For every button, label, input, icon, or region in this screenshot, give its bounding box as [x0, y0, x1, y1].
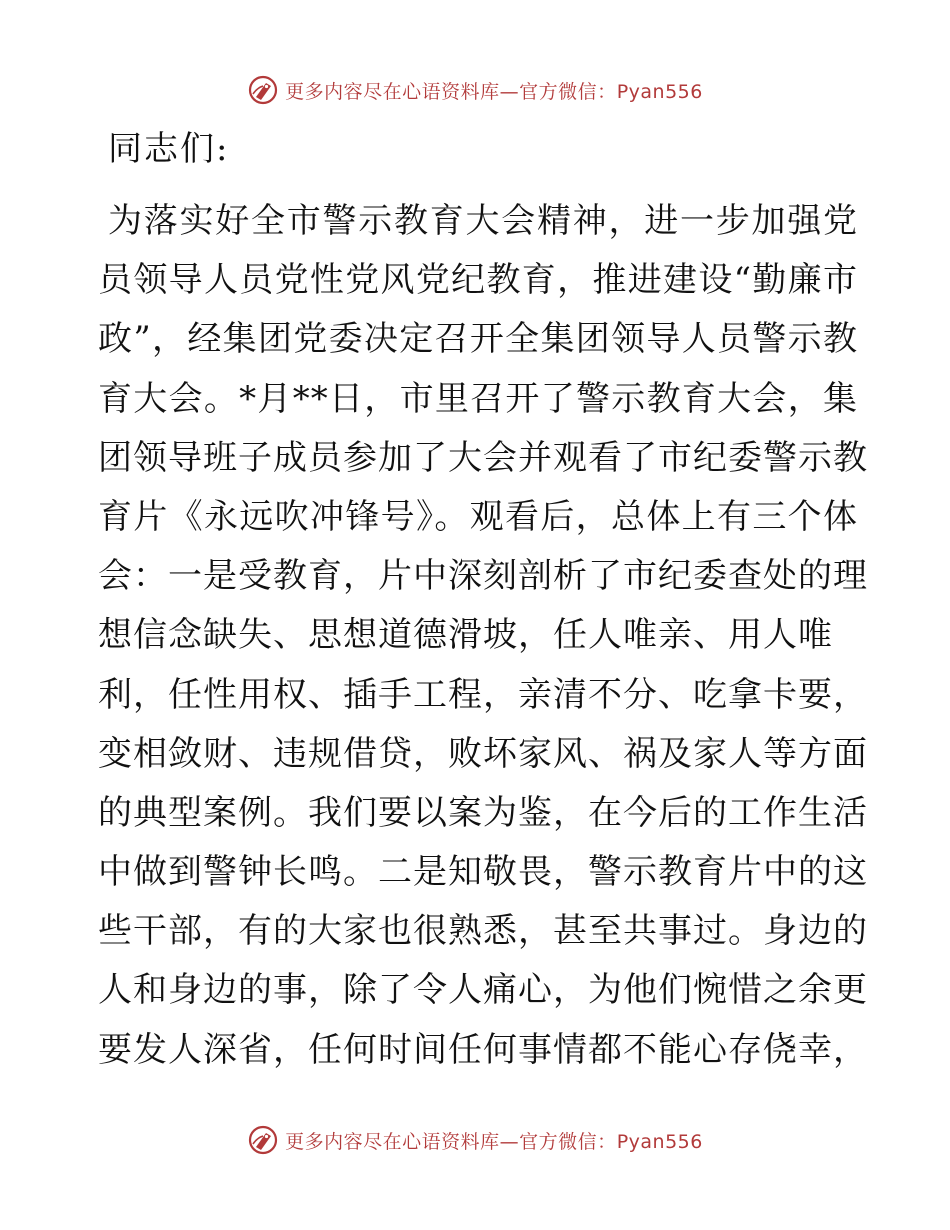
- paragraph-line: 些干部，有的大家也很熟悉，甚至共事过。身边的: [98, 911, 868, 952]
- footer-watermark: [0, 1120, 950, 1160]
- wechat-id: Pyan556: [616, 80, 703, 103]
- watermark-text: 更多内容尽在心语资料库—官方微信：Pyan556: [285, 80, 703, 103]
- paragraph-line: 育片《永远吹冲锋号》。观看后，总体上有三个体: [98, 496, 858, 537]
- header-watermark: [0, 70, 950, 110]
- paragraph-line: 育大会。*月**日，市里召开了警示教育大会，集: [98, 378, 858, 419]
- paragraph-line: 政”，经集团党委决定召开全集团领导人员警示教: [98, 319, 858, 360]
- paragraph-line: 为落实好全市警示教育大会精神，进一步加强党: [108, 201, 858, 241]
- paragraph-line: 中做到警钟长鸣。二是知敬畏，警示教育片中的这: [98, 852, 868, 893]
- paragraph-line: 会：一是受教育，片中深刻剖析了市纪委查处的理: [98, 556, 868, 597]
- paragraph-line: 想信念缺失、思想道德滑坡，任人唯亲、用人唯: [98, 615, 833, 656]
- pen-nib-logo-icon: [247, 1124, 279, 1156]
- greeting: 同志们:: [108, 129, 230, 169]
- paragraph-line: 利，任性用权、插手工程，亲清不分、吃拿卡要，: [98, 674, 868, 715]
- paragraph-line: 团领导班子成员参加了大会并观看了市纪委警示教: [98, 437, 868, 478]
- paragraph-line: 的典型案例。我们要以案为鉴，在今后的工作生活: [98, 792, 868, 833]
- paragraph-line: 员领导人员党性党风党纪教育，推进建设“勤廉市: [98, 260, 858, 301]
- pen-nib-logo-icon: [247, 74, 279, 106]
- body-paragraph: [98, 192, 868, 1080]
- wechat-id: Pyan556: [616, 1130, 703, 1153]
- watermark-text: 更多内容尽在心语资料库—官方微信：Pyan556: [285, 1130, 703, 1153]
- paragraph-line: 人和身边的事，除了令人痛心，为他们惋惜之余更: [98, 970, 868, 1011]
- paragraph-line: 要发人深省，任何时间任何事情都不能心存侥幸，: [98, 1029, 868, 1070]
- paragraph-line: 变相敛财、违规借贷，败坏家风、祸及家人等方面: [98, 733, 868, 774]
